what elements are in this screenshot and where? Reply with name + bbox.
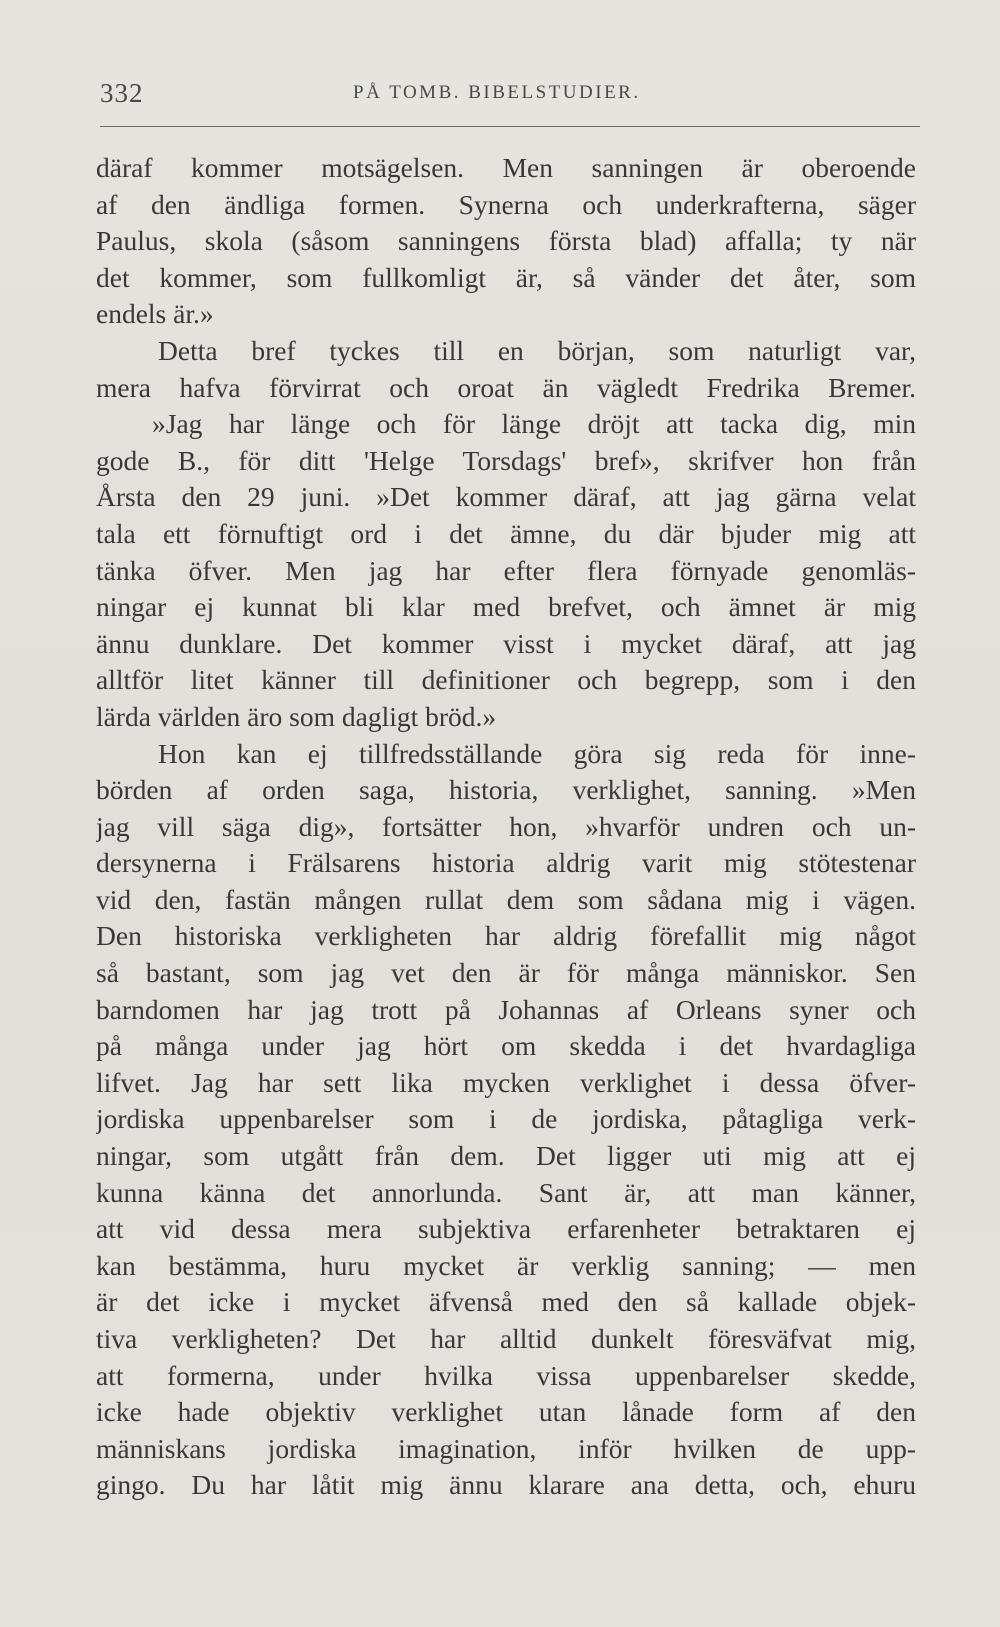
text-line: det kommer, som fullkomligt är, så vänder det åter, som — [96, 261, 916, 293]
text-line: jag vill säga dig», fortsätter hon, »hvarför undren och un- — [96, 810, 916, 842]
text-line: Den historiska verkligheten har aldrig förefallit mig något — [96, 920, 916, 952]
text-line: mera hafva förvirrat och oroat än vägledt Fredrika Bremer. — [96, 371, 916, 403]
text-line: ningar ej kunnat bli klar med brefvet, och ämnet är mig — [96, 591, 916, 623]
text-line: af den ändliga formen. Synerna och underkrafterna, säger — [96, 188, 916, 220]
text-line: barndomen har jag trott på Johannas af Orleans syner och — [96, 993, 916, 1025]
text-line: Paulus, skola (såsom sanningens första blad) affalla; ty när — [96, 225, 916, 257]
page-number: 332 — [100, 78, 144, 108]
text-line: ningar, som utgått från dem. Det ligger uti mig att ej — [96, 1140, 916, 1172]
text-line: vid den, fastän mången rullat dem som sådana mig i vägen. — [96, 883, 916, 915]
text-line: dersynerna i Frälsarens historia aldrig varit mig stötestenar — [96, 847, 916, 879]
text-line: gode B., för ditt 'Helge Torsdags' bref», skrifver hon från — [96, 444, 916, 476]
text-line: tala ett förnuftigt ord i det ämne, du där bjuder mig att — [96, 517, 916, 549]
header-rule — [100, 126, 920, 127]
text-line: tiva verkligheten? Det har alltid dunkelt föresväfvat mig, — [96, 1323, 916, 1354]
text-line: att formerna, under hvilka vissa uppenbarelser skedde, — [96, 1359, 916, 1391]
text-line: kunna känna det annorlunda. Sant är, att man känner, — [96, 1176, 916, 1208]
text-line: däraf kommer motsägelsen. Men sanningen är oberoende — [96, 152, 916, 183]
running-head: PÅ TOMB. BIBELSTUDIER. — [353, 82, 641, 103]
text-line: är det icke i mycket äfvenså med den så kallade objek- — [96, 1286, 916, 1318]
text-line: att vid dessa mera subjektiva erfarenheter betraktaren ej — [96, 1213, 916, 1245]
text-line: endels är.» — [96, 298, 214, 330]
text-line: på många under jag hört om skedda i det hvardagliga — [96, 1030, 916, 1062]
text-line: tänka öfver. Men jag har efter flera förnyade genomläs- — [96, 554, 916, 586]
text-line: människans jordiska imagination, inför hvilken de upp- — [96, 1432, 916, 1464]
text-line: så bastant, som jag vet den är för många människor. Sen — [96, 957, 916, 989]
text-line: ännu dunklare. Det kommer visst i mycket däraf, att jag — [96, 627, 916, 659]
text-line: gingo. Du har låtit mig ännu klarare ana detta, och, ehuru — [96, 1469, 916, 1501]
text-line: lärda världen äro som dagligt bröd.» — [96, 700, 497, 732]
text-line: Årsta den 29 juni. »Det kommer däraf, att jag gärna velat — [96, 481, 916, 513]
text-line: börden af orden saga, historia, verklighet, sanning. »Men — [96, 774, 916, 806]
text-line: »Jag har länge och för länge dröjt att tacka dig, min — [152, 408, 916, 440]
text-line: Detta bref tyckes till en början, som naturligt var, — [158, 334, 916, 366]
page-header — [100, 78, 920, 118]
text-line: kan bestämma, huru mycket är verklig sanning; — men — [96, 1249, 916, 1281]
text-line: lifvet. Jag har sett lika mycken verklighet i dessa öfver- — [96, 1066, 916, 1098]
text-line: alltför litet känner till definitioner och begrepp, som i den — [96, 664, 916, 696]
text-line: Hon kan ej tillfredsställande göra sig reda för inne- — [158, 737, 916, 769]
text-line: jordiska uppenbarelser som i de jordiska, påtagliga verk- — [96, 1103, 916, 1135]
text-line: icke hade objektiv verklighet utan lånade form af den — [96, 1396, 916, 1428]
body-text — [96, 150, 916, 1504]
